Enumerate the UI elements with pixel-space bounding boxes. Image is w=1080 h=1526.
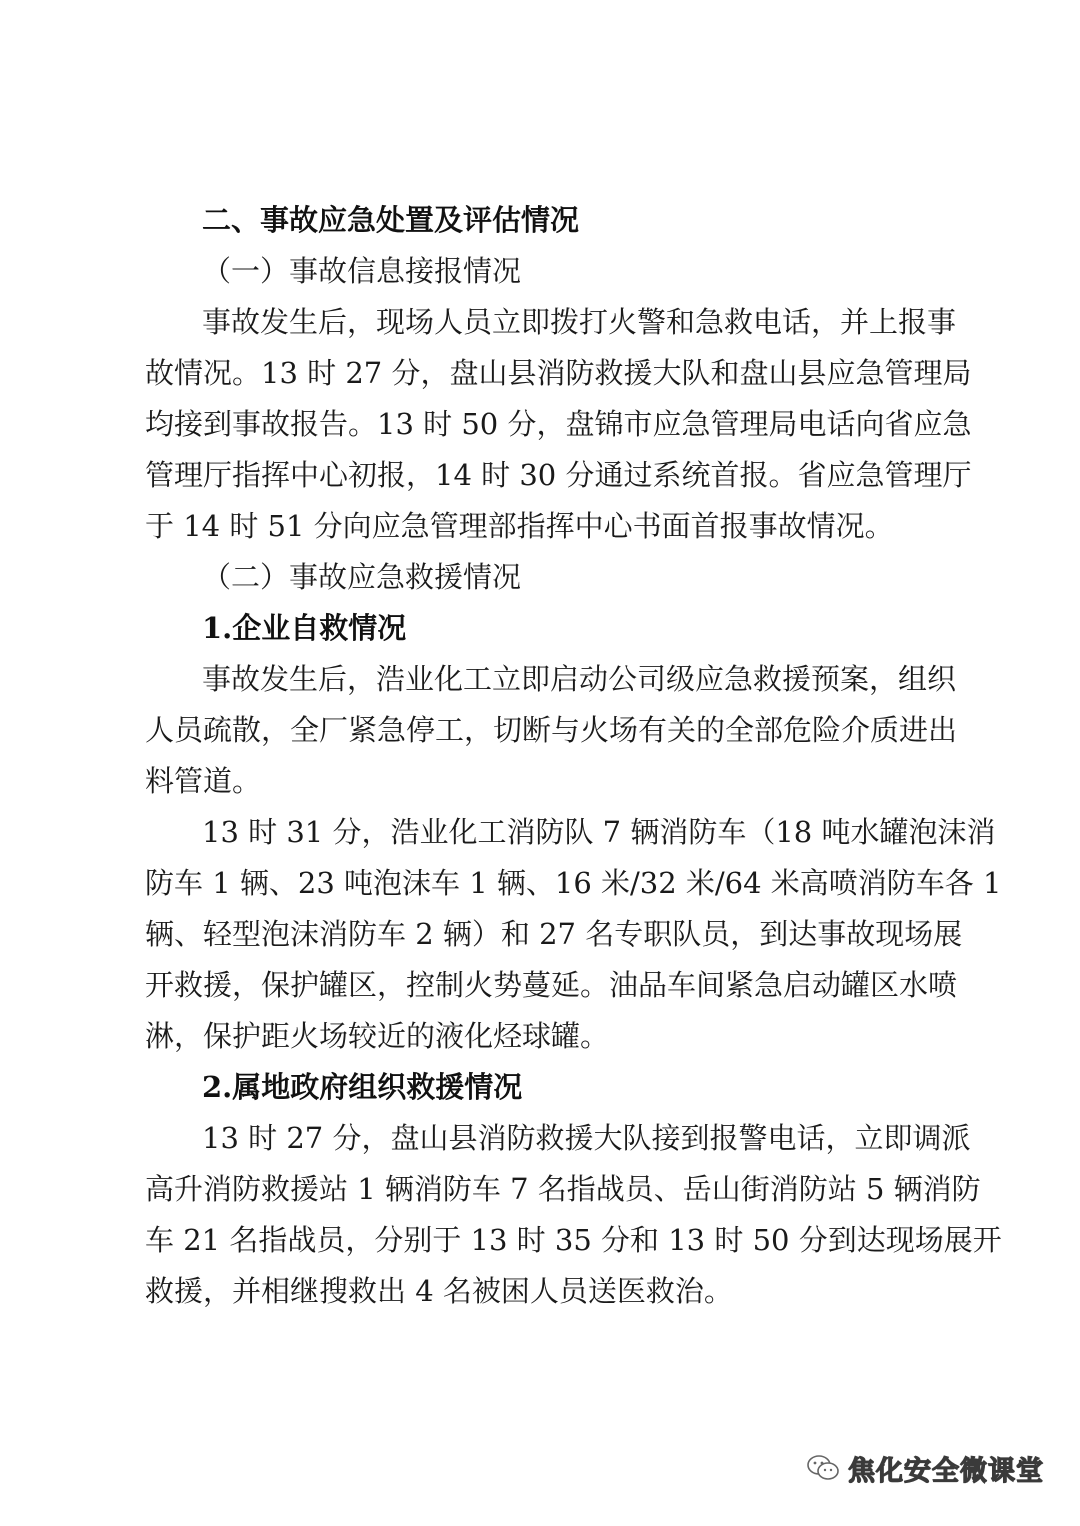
paragraph-line: 高升消防救援站 1 辆消防车 7 名指战员、岳山街消防站 5 辆消防	[145, 1172, 981, 1206]
wechat-icon	[806, 1454, 840, 1482]
paragraph-line: 13 时 27 分，盘山县消防救援大队接到报警电话，立即调派	[202, 1121, 971, 1155]
paragraph-line: 辆、轻型泡沫消防车 2 辆）和 27 名专职队员，到达事故现场展	[145, 917, 963, 951]
paragraph-line: 事故发生后，现场人员立即拨打火警和急救电话，并上报事	[202, 305, 957, 339]
paragraph-line: 车 21 名指战员，分别于 13 时 35 分和 13 时 50 分到达现场展开	[145, 1223, 1002, 1257]
watermark	[806, 1448, 1044, 1488]
paragraph-line: 故情况。13 时 27 分，盘山县消防救援大队和盘山县应急管理局	[145, 356, 972, 390]
subsection-title-1: （一）事故信息接报情况	[202, 254, 522, 288]
paragraph-line: 淋，保护距火场较近的液化烃球罐。	[145, 1019, 610, 1053]
paragraph-line: 防车 1 辆、23 吨泡沫车 1 辆、16 米/32 米/64 米高喷消防车各 1	[145, 866, 1002, 900]
item-title-2: 2.属地政府组织救援情况	[202, 1070, 523, 1104]
item-title-1: 1.企业自救情况	[202, 611, 407, 645]
watermark-text: 焦化安全微课堂	[848, 1455, 1044, 1487]
subsection-title-2: （二）事故应急救援情况	[202, 560, 522, 594]
paragraph-line: 料管道。	[145, 764, 262, 798]
paragraph-line: 均接到事故报告。13 时 50 分，盘锦市应急管理局电话向省应急	[145, 407, 972, 441]
paragraph-line: 于 14 时 51 分向应急管理部指挥中心书面首报事故情况。	[145, 509, 894, 543]
paragraph-line: 救援，并相继搜救出 4 名被困人员送医救治。	[145, 1274, 733, 1308]
paragraph-line: 事故发生后，浩业化工立即启动公司级应急救援预案，组织	[202, 662, 957, 696]
paragraph-line: 人员疏散，全厂紧急停工，切断与火场有关的全部危险介质进出	[145, 713, 958, 747]
paragraph-line: 开救援，保护罐区，控制火势蔓延。油品车间紧急启动罐区水喷	[145, 968, 958, 1002]
paragraph-line: 13 时 31 分，浩业化工消防队 7 辆消防车（18 吨水罐泡沫消	[202, 815, 996, 849]
section-title: 二、事故应急处置及评估情况	[202, 203, 580, 237]
paragraph-line: 管理厅指挥中心初报，14 时 30 分通过系统首报。省应急管理厅	[145, 458, 972, 492]
